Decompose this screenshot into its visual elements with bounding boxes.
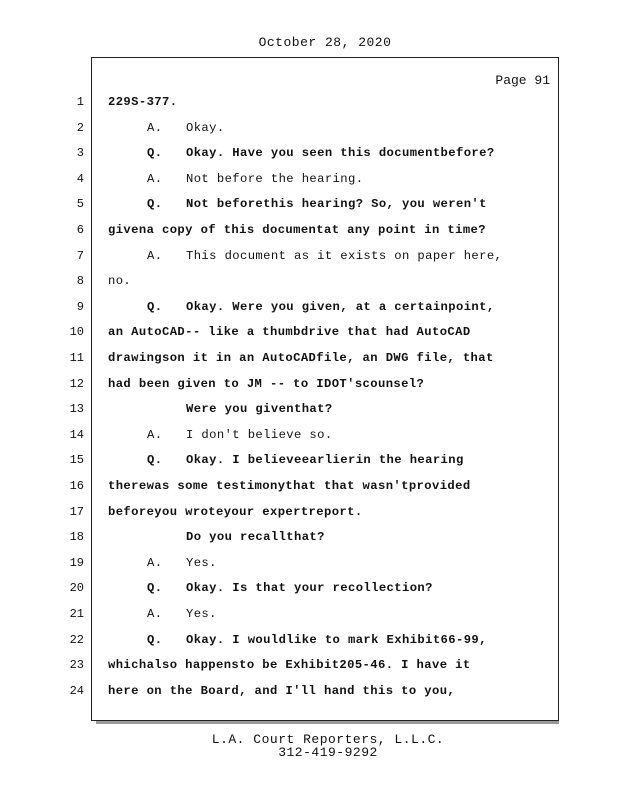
transcript-line-text: Yes.: [186, 555, 217, 570]
transcript-line-text: no.: [108, 274, 132, 289]
line-number: 5: [76, 197, 84, 212]
transcript-line-text: Do you recallthat?: [186, 530, 325, 545]
line-number: 19: [69, 555, 84, 570]
line-number: 18: [69, 530, 84, 545]
line-number: 12: [69, 376, 84, 391]
transcript-line-text: drawingson it in an AutoCADfile, an DWG file, that: [108, 351, 494, 365]
line-number: 11: [69, 351, 84, 365]
speaker-marker: A.: [147, 607, 163, 621]
speaker-marker: A.: [147, 171, 163, 186]
transcript-line-text: Okay. I believeearlierin the hearing: [186, 453, 464, 468]
transcript-line-text: Okay. Have you seen this documentbefore?: [186, 146, 495, 161]
transcript-line-text: whichalso happensto be Exhibit205-46. I have it: [108, 658, 471, 673]
speaker-marker: A.: [147, 248, 163, 263]
line-number: 20: [69, 581, 84, 596]
line-number: 7: [76, 248, 84, 263]
speaker-marker: A.: [147, 120, 163, 135]
transcript-line-text: beforeyou wroteyour expertreport.: [108, 504, 363, 519]
transcript-line-text: Yes.: [186, 607, 217, 621]
transcript-line-text: Not beforethis hearing? So, you weren't: [186, 197, 487, 212]
transcript-line-text: Okay. I wouldlike to mark Exhibit66-99,: [186, 632, 487, 647]
transcript-line-text: therewas some testimonythat that wasn'tprovided: [108, 479, 471, 493]
line-number: 16: [69, 479, 84, 493]
line-number: 6: [76, 223, 84, 237]
line-number: 13: [69, 402, 84, 417]
speaker-marker: Q.: [147, 632, 163, 647]
transcript-line-text: Okay.: [186, 120, 225, 135]
speaker-marker: Q.: [147, 146, 163, 161]
transcript-line-text: I don't believe so.: [186, 427, 333, 442]
court-reporter-phone: 312-419-9292: [278, 745, 378, 760]
line-number: 15: [69, 453, 84, 468]
line-number: 22: [69, 632, 84, 647]
page-number: Page 91: [495, 73, 550, 88]
line-number: 23: [69, 658, 84, 673]
transcript-line-text: an AutoCAD-- like a thumbdrive that had AutoCAD: [108, 325, 471, 340]
speaker-marker: Q.: [147, 581, 163, 596]
line-number: 14: [69, 427, 84, 442]
transcript-date: October 28, 2020: [258, 35, 392, 50]
speaker-marker: Q.: [147, 197, 163, 212]
line-number: 24: [69, 683, 84, 698]
line-number: 3: [76, 146, 84, 161]
footer: [0, 733, 618, 759]
transcript-line-text: givena copy of this documentat any point in time?: [108, 223, 486, 237]
transcript-line-text: Okay. Is that your recollection?: [186, 581, 433, 596]
line-number: 4: [76, 171, 84, 186]
court-reporter-name: L.A. Court Reporters, L.L.C.: [211, 732, 445, 747]
line-number: 1: [76, 95, 84, 109]
speaker-marker: Q.: [147, 453, 163, 468]
line-number: 2: [76, 120, 84, 135]
speaker-marker: Q.: [147, 299, 163, 314]
line-number: 17: [69, 504, 84, 519]
speaker-marker: A.: [147, 427, 163, 442]
line-number: 21: [69, 607, 84, 621]
transcript-line-text: had been given to JM -- to IDOT'scounsel?: [108, 376, 425, 391]
transcript-line-text: Okay. Were you given, at a certainpoint,: [186, 299, 495, 314]
line-number: 10: [69, 325, 84, 340]
transcript-line-text: Not before the hearing.: [186, 171, 364, 186]
transcript-line-text: Were you giventhat?: [186, 402, 333, 417]
line-number: 9: [76, 299, 84, 314]
transcript-line-text: here on the Board, and I'll hand this to you,: [108, 683, 456, 698]
transcript-line-text: 229S-377.: [108, 95, 178, 109]
line-number: 8: [76, 274, 84, 289]
transcript-line-text: This document as it exists on paper here,: [186, 248, 503, 263]
speaker-marker: A.: [147, 555, 163, 570]
